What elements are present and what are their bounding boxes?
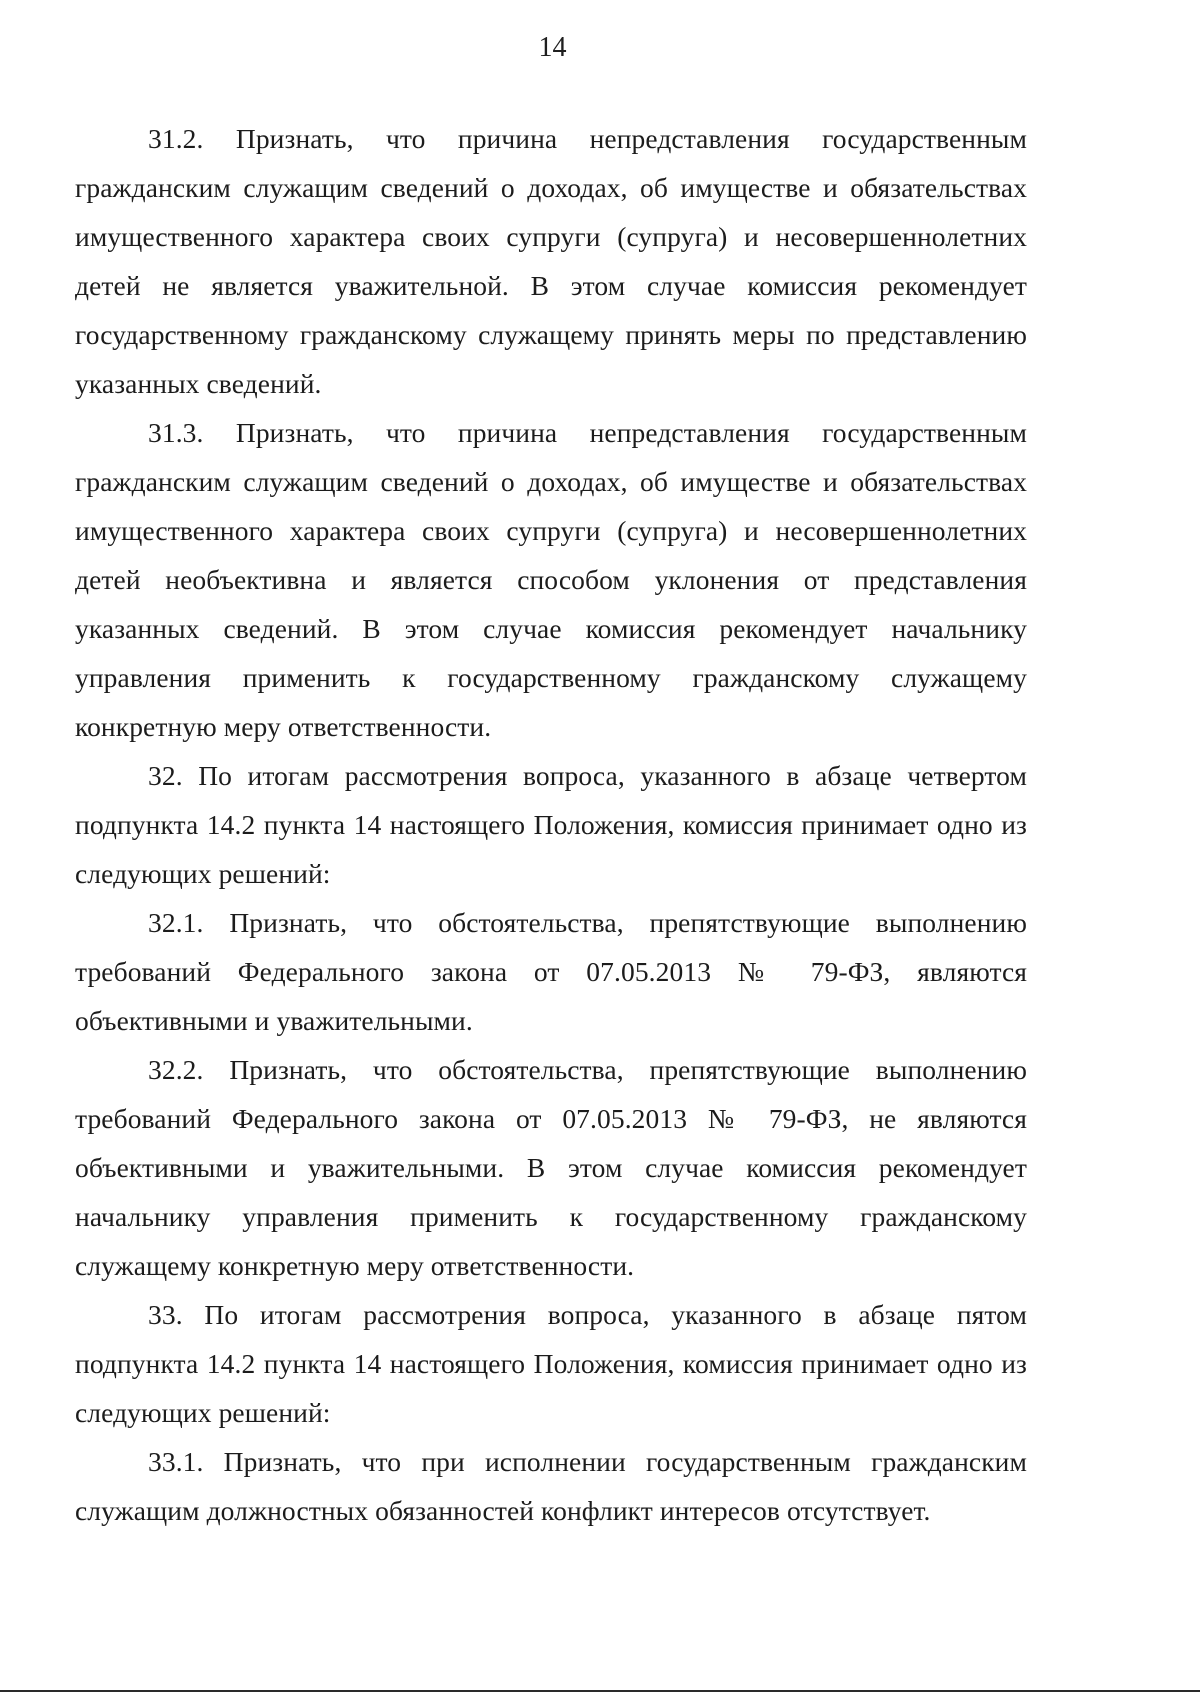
paragraph-33: 33. По итогам рассмотрения вопроса, указанного в абзаце пятом подпункта 14.2 пункта 14 настоящего Положения, комиссия принимает одно из следующих решений: xyxy=(75,1299,1027,1428)
paragraph-33-1: 33.1. Признать, что при исполнении государственным гражданским служащим должностных обязанностей конфликт интересов отсутствует. xyxy=(75,1446,1027,1526)
document-body xyxy=(75,114,1027,1535)
paragraph-32: 32. По итогам рассмотрения вопроса, указанного в абзаце четвертом подпункта 14.2 пункта 14 настоящего Положения, комиссия принимает одно из следующих решений: xyxy=(75,760,1027,889)
paragraph-32-2: 32.2. Признать, что обстоятельства, препятствующие выполнению требований Федерального закона от 07.05.2013 № 79-ФЗ, не являются объективными и уважительными. В этом случае комиссия рекомендует начальнику управления применить к государственному гражданскому служащему конкретную меру ответственности. xyxy=(75,1054,1027,1281)
paragraph-32-1: 32.1. Признать, что обстоятельства, препятствующие выполнению требований Федерального закона от 07.05.2013 № 79-ФЗ, являются объективными и уважительными. xyxy=(75,907,1027,1036)
paragraph-31-2: 31.2. Признать, что причина непредставления государственным гражданским служащим сведений о доходах, об имуществе и обязательствах имущественного характера своих супруги (супруга) и несовершеннолетних детей не является уважительной. В этом случае комиссия рекомендует государственному гражданскому служащему принять меры по представлению указанных сведений. xyxy=(75,123,1027,399)
paragraph-31-3: 31.3. Признать, что причина непредставления государственным гражданским служащим сведений о доходах, об имуществе и обязательствах имущественного характера своих супруги (супруга) и несовершеннолетних детей необъективна и является способом уклонения от представления указанных сведений. В этом случае комиссия рекомендует начальнику управления применить к государственному гражданскому служащему конкретную меру ответственности. xyxy=(75,417,1027,742)
page-number: 14 xyxy=(538,32,567,63)
scan-bottom-edge xyxy=(0,1690,1200,1692)
